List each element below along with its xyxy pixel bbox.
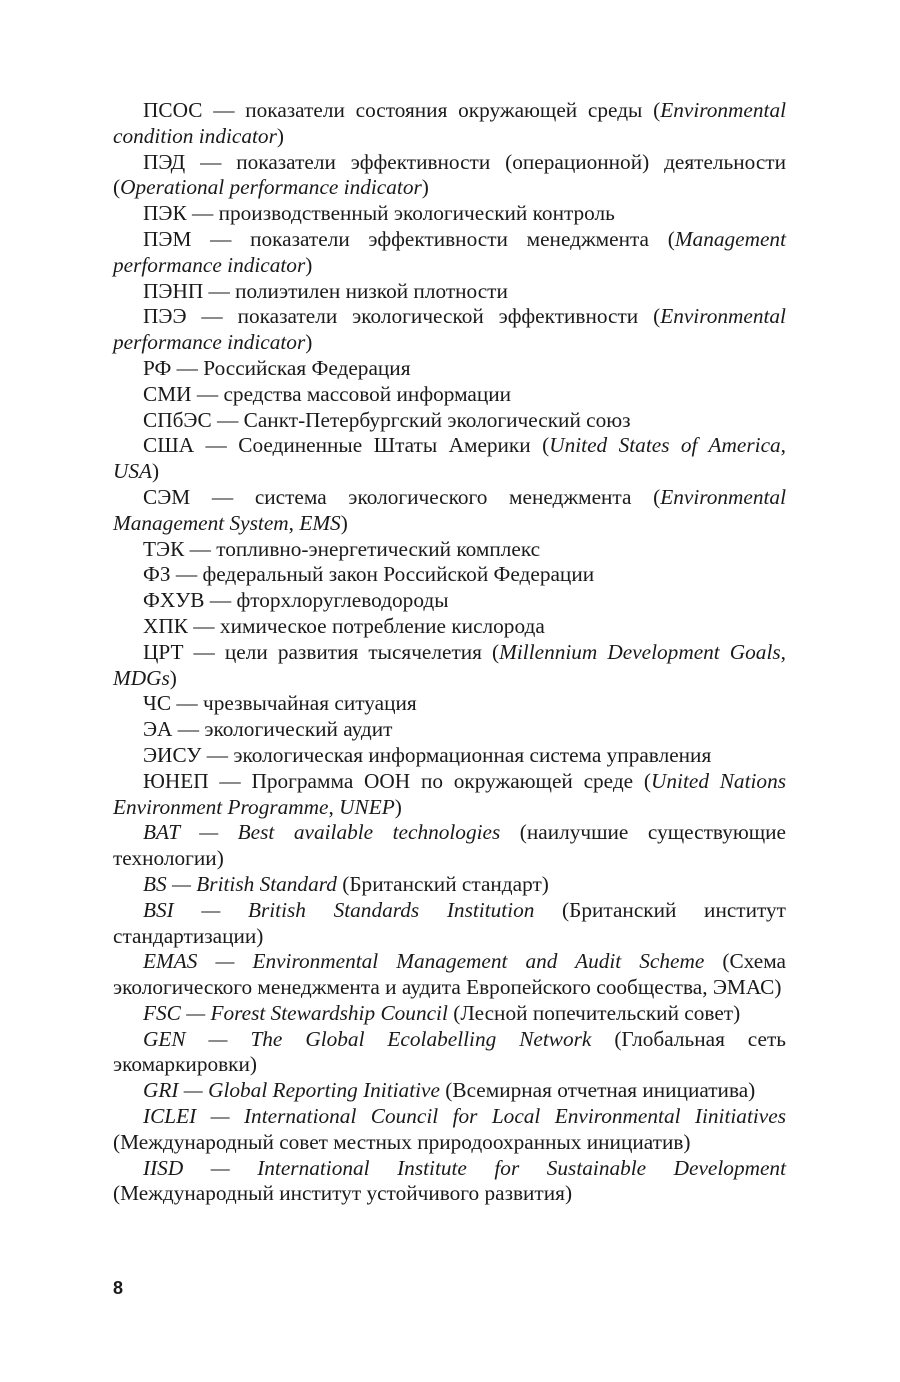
abbreviation-entry: EMAS — Environmental Management and Audit Scheme (Схема экологического менеджмента и аудита Европейского сообщества, ЭМАС) <box>113 949 786 1000</box>
abbreviation-entry: GRI — Global Reporting Initiative (Всемирная отчетная инициатива) <box>143 1078 756 1103</box>
abbreviation-entry: GEN — The Global Ecolabelling Network (Глобальная сеть экомаркировки) <box>113 1026 786 1077</box>
abbreviation-entry: ЭИСУ — экологическая информационная система управления <box>143 742 712 767</box>
abbreviation-entry: BS — British Standard (Британский стандарт) <box>143 871 549 896</box>
page-number: 8 <box>113 1278 124 1298</box>
abbreviation-entry: ТЭК — топливно-энергетический комплекс <box>143 536 541 561</box>
abbreviation-entry: ФЗ — федеральный закон Российской Федерации <box>143 562 595 587</box>
abbreviation-entry: ЧС — чрезвычайная ситуация <box>143 691 417 716</box>
abbreviation-entry: ПЭНП — полиэтилен низкой плотности <box>143 278 508 303</box>
abbreviation-entry: ICLEI — International Council for Local Environmental Iinitiatives (Международный совет местных природоохранных инициатив) <box>113 1104 786 1154</box>
abbreviation-entry: BAT — Best available technologies (наилучшие существующие технологии) <box>113 820 787 871</box>
abbreviation-entry: ПЭД — показатели эффективности (операционной) деятельности (Operational performance indicator) <box>113 149 786 200</box>
abbreviations-list <box>113 98 786 1207</box>
abbreviation-entry: СМИ — средства массовой информации <box>143 381 512 406</box>
abbreviation-entry: ЦРТ — цели развития тысячелетия (Millennium Development Goals, MDGs) <box>113 639 786 690</box>
abbreviation-entry: ПЭЭ — показатели экологической эффективности (Environmental performance indicator) <box>113 304 786 355</box>
abbreviation-entry: ПЭК — производственный экологический контроль <box>143 201 615 226</box>
abbreviation-entry: РФ — Российская Федерация <box>143 355 411 380</box>
abbreviation-entry: ПЭМ — показатели эффективности менеджмента (Management performance indicator) <box>113 226 786 277</box>
abbreviation-entry: СЭМ — система экологического менеджмента (Environmental Management System, EMS) <box>113 484 786 535</box>
abbreviation-entry: ЮНЕП — Программа ООН по окружающей среде (United Nations Environment Programme, UNEP) <box>113 768 786 819</box>
abbreviation-entry: FSC — Forest Stewardship Council (Лесной попечительский совет) <box>143 1000 741 1025</box>
abbreviation-entry: ХПК — химическое потребление кислорода <box>143 613 545 638</box>
abbreviation-entry: IISD — International Institute for Sustainable Development (Международный институт устойчивого развития) <box>113 1155 786 1206</box>
abbreviation-entry: США — Соединенные Штаты Америки (United States of America, USA) <box>113 433 786 484</box>
abbreviation-entry: ПСОС — показатели состояния окружающей среды (Environmental condition indicator) <box>113 98 787 148</box>
abbreviation-entry: ЭА — экологический аудит <box>143 717 393 742</box>
abbreviation-entry: СПбЭС — Санкт-Петербургский экологический союз <box>143 407 631 432</box>
abbreviation-entry: ФХУВ — фторхлоруглеводороды <box>143 588 449 613</box>
abbreviation-entry: BSI — British Standards Institution (Британский институт стандартизации) <box>113 897 786 948</box>
